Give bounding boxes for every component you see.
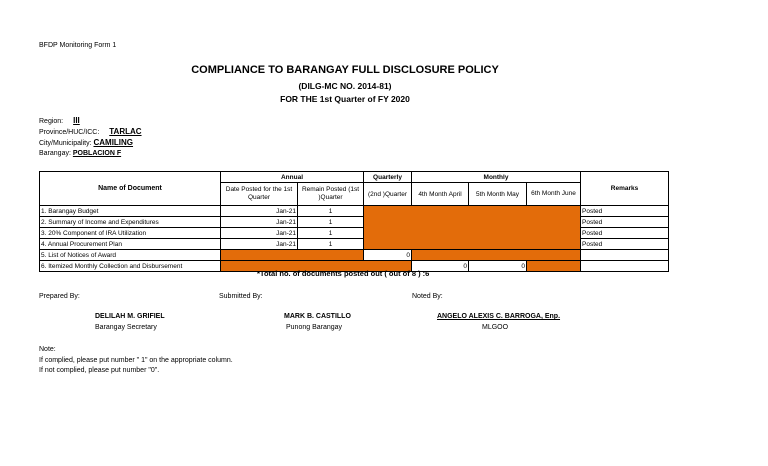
filled-cell xyxy=(412,250,581,261)
note-line-2: If not complied, please put number "0". xyxy=(39,367,160,374)
month5-header: 5th Month May xyxy=(469,183,527,206)
filled-cell xyxy=(527,261,581,272)
date-posted-header: Date Posted for the 1st Quarter xyxy=(221,183,298,206)
province-row xyxy=(39,127,142,136)
document-name: 3. 20% Component of IRA Utilization xyxy=(40,228,221,239)
month4-header: 4th Month April xyxy=(412,183,469,206)
memo-number: (DILG-MC NO. 2014-81) xyxy=(298,81,392,91)
filled-cell xyxy=(221,250,364,261)
barangay-value: POBLACION F xyxy=(72,150,122,157)
document-name: 5. List of Notices of Award xyxy=(40,250,221,261)
city-row xyxy=(39,138,133,147)
prepared-title: Barangay Secretary xyxy=(95,324,157,331)
submitted-title: Punong Barangay xyxy=(286,324,343,331)
page-title: COMPLIANCE TO BARANGAY FULL DISCLOSURE POLICY xyxy=(191,64,499,76)
noted-name: ANGELO ALEXIS C. BARROGA, Enp. xyxy=(437,313,561,320)
remain-posted: 1 xyxy=(298,206,364,217)
document-name: 1. Barangay Budget xyxy=(40,206,221,217)
total-documents: *Total no. of documents posted out ( out of 8 ) :6 xyxy=(257,269,430,278)
month4-value: 0 xyxy=(412,261,469,272)
region-row xyxy=(39,116,80,125)
form-id: BFDP Monitoring Form 1 xyxy=(39,42,117,49)
document-name: 2. Summary of Income and Expenditures xyxy=(40,217,221,228)
month5-value: 0 xyxy=(469,261,527,272)
province-label: Province/HUC/ICC: xyxy=(39,129,100,136)
second-quarter-header: (2nd )Quarter xyxy=(364,183,412,206)
note-line-1: If complied, please put number " 1" on the appropriate column. xyxy=(39,357,233,364)
barangay-label: Barangay: xyxy=(39,150,71,157)
monthly-header: Monthly xyxy=(412,172,581,183)
date-posted: Jan-21 xyxy=(221,239,298,250)
remain-posted-header: Remain Posted (1st )Quarter xyxy=(298,183,364,206)
noted-title: MLGOO xyxy=(482,324,509,331)
date-posted: Jan-21 xyxy=(221,228,298,239)
province-value: TARLAC xyxy=(109,127,142,136)
name-header: Name of Document xyxy=(40,172,221,206)
month6-header: 6th Month June xyxy=(527,183,581,206)
disclosure-table xyxy=(39,171,669,272)
filled-block xyxy=(364,206,581,250)
region-value: III xyxy=(73,116,80,125)
remain-posted: 1 xyxy=(298,217,364,228)
remarks xyxy=(581,250,669,261)
remarks: Posted xyxy=(581,228,669,239)
region-label: Region: xyxy=(39,118,64,125)
date-posted: Jan-21 xyxy=(221,217,298,228)
prepared-label: Prepared By: xyxy=(39,293,80,300)
note-label: Note: xyxy=(39,346,56,353)
table-row xyxy=(40,206,669,217)
second-quarter-value: 0 xyxy=(364,250,412,261)
document-name: 4. Annual Procurement Plan xyxy=(40,239,221,250)
remarks: Posted xyxy=(581,206,669,217)
barangay-row xyxy=(39,150,121,157)
city-label: City/Municipality: xyxy=(39,140,92,147)
remain-posted: 1 xyxy=(298,239,364,250)
document-name: 6. Itemized Monthly Collection and Disbursement xyxy=(40,261,221,272)
remarks: Posted xyxy=(581,239,669,250)
remarks: Posted xyxy=(581,217,669,228)
city-value: CAMILING xyxy=(93,138,134,147)
table-row xyxy=(40,250,669,261)
noted-label: Noted By: xyxy=(412,293,443,300)
submitted-label: Submitted By: xyxy=(219,293,263,300)
remarks-header: Remarks xyxy=(581,172,669,206)
remain-posted: 1 xyxy=(298,228,364,239)
submitted-name: MARK B. CASTILLO xyxy=(284,313,351,320)
date-posted: Jan-21 xyxy=(221,206,298,217)
quarterly-header: Quarterly xyxy=(364,172,412,183)
reporting-period: FOR THE 1st Quarter of FY 2020 xyxy=(280,94,410,104)
prepared-name: DELILAH M. GRIFIEL xyxy=(95,313,165,320)
remarks xyxy=(581,261,669,272)
annual-header: Annual xyxy=(221,172,364,183)
